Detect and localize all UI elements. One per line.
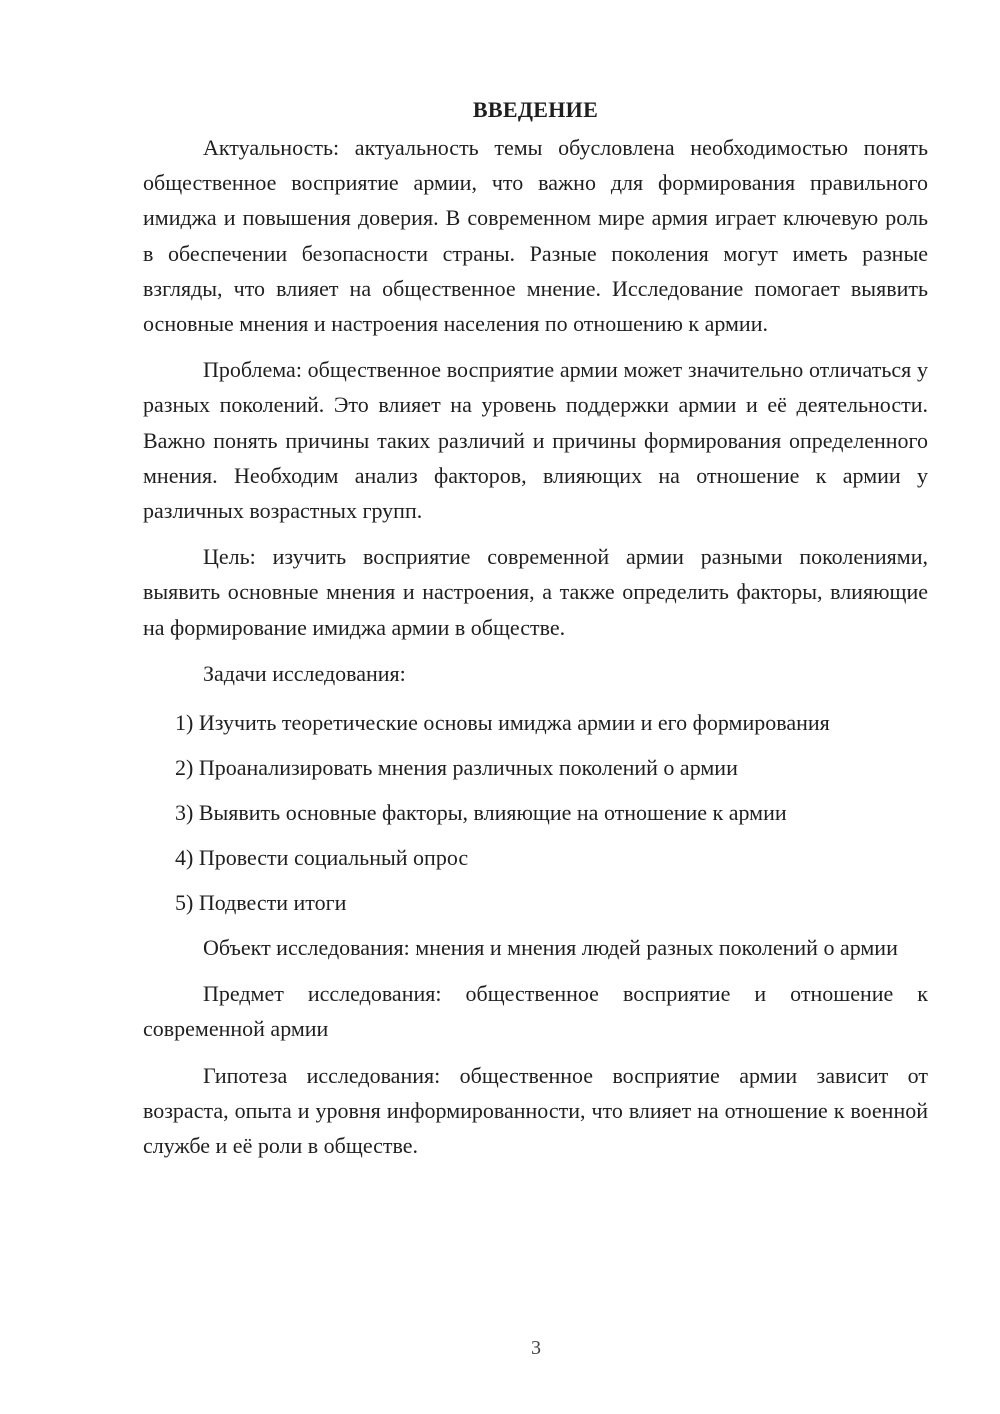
list-item: 5) Подвести итоги [175, 890, 347, 916]
goal-paragraph: Цель: изучить восприятие современной армии разными поколениями, выявить основные мнения и настроения, а также определить факторы, влияющие на формирование имиджа армии в обществе. [143, 544, 928, 640]
subject-paragraph: Предмет исследования: общественное восприятие и отношение к современной армии [143, 981, 928, 1042]
list-item: 2) Проанализировать мнения различных поколений о армии [175, 755, 738, 781]
task-list [143, 705, 928, 920]
list-item: 1) Изучить теоретические основы имиджа армии и его формирования [175, 710, 830, 736]
problem-paragraph: Проблема: общественное восприятие армии может значительно отличаться у разных поколений. Это влияет на уровень поддержки армии и её деятельности. Важно понять причины таких различий и причины формирования определенного мнения. Необходим анализ факторов, влияющих на отношение к армии у различных возрастных групп. [143, 357, 928, 524]
relevance-paragraph: Актуальность: актуальность темы обусловлена необходимостью понять общественное восприятие армии, что важно для формирования правильного имиджа и повышения доверия. В современном мире армия играет ключевую роль в обеспечении безопасности страны. Разные поколения могут иметь разные взгляды, что влияет на общественное мнение. Исследование помогает выявить основные мнения и настроения населения по отношению к армии. [143, 135, 928, 337]
object-paragraph: Объект исследования: мнения и мнения людей разных поколений о армии [203, 935, 898, 961]
list-item: 3) Выявить основные факторы, влияющие на отношение к армии [175, 800, 787, 826]
tasks-label: Задачи исследования: [203, 660, 406, 686]
page-number: 3 [531, 1337, 541, 1359]
section-heading: ВВЕДЕНИЕ [472, 97, 599, 122]
list-item: 4) Провести социальный опрос [175, 845, 469, 871]
hypothesis-paragraph: Гипотеза исследования: общественное восприятие армии зависит от возраста, опыта и уровня информированности, что влияет на отношение к военной службе и её роли в обществе. [143, 1062, 928, 1159]
page-content [143, 95, 928, 1174]
